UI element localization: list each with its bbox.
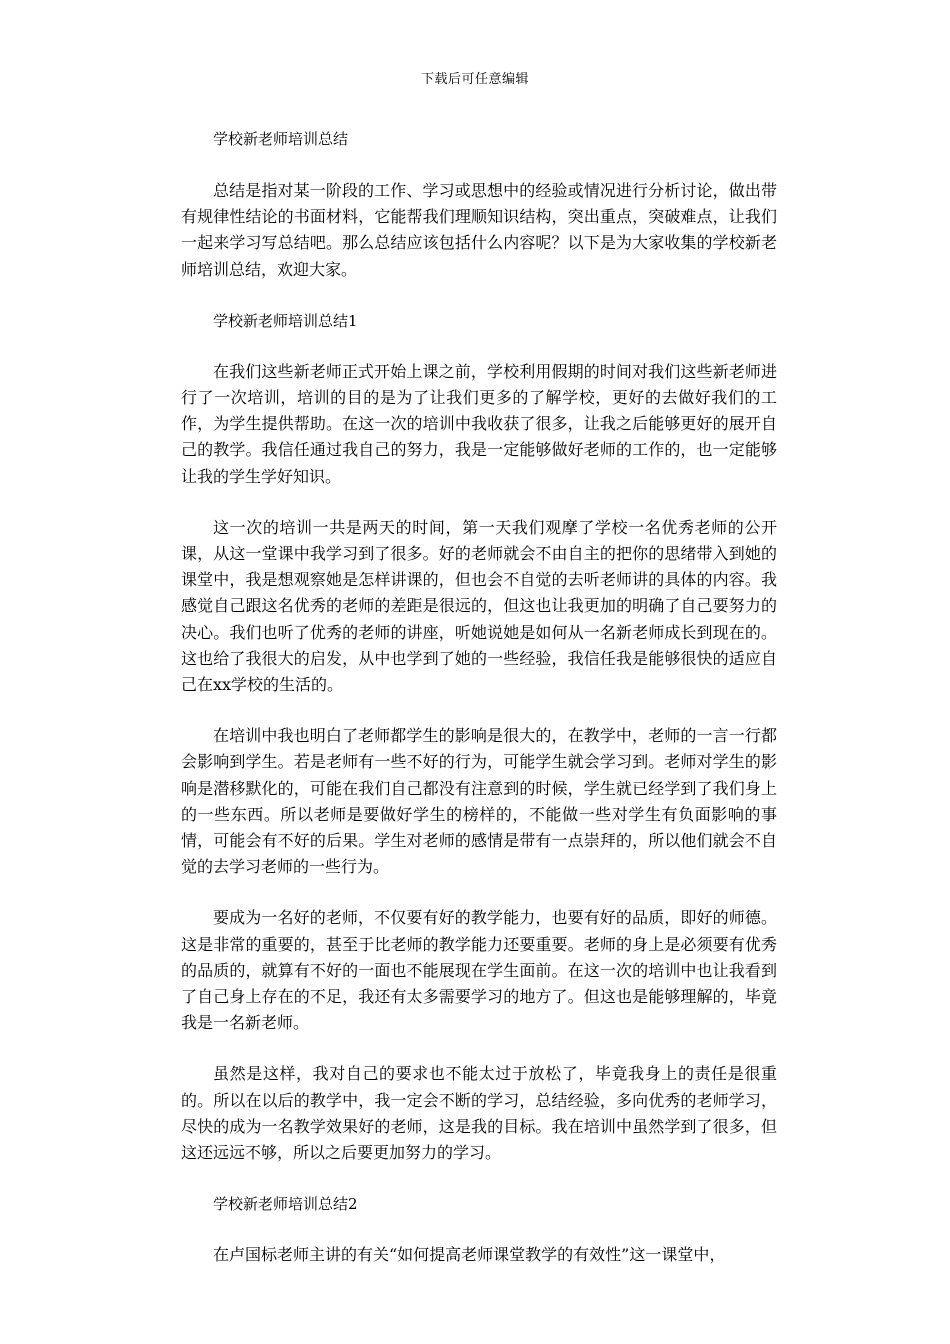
document-body — [181, 126, 777, 1294]
section-1-paragraph: 这一次的培训一共是两天的时间，第一天我们观摩了学校一名优秀老师的公开课，从这一堂课中我学习到了很多。好的老师就会不由自主的把你的思绪带入到她的课堂中，我是想观察她是怎样讲课的，但也会不自觉的去听老师讲的具体的内容。我感觉自己跟这名优秀的老师的差距是很远的，但这也让我更加的明确了自己要努力的决心。我们也听了优秀的老师的讲座，听她说她是如何从一名新老师成长到现在的。这也给了我很大的启发，从中也学到了她的一些经验，我信任我是能够很快的适应自己在xx学校的生活的。 — [181, 517, 777, 695]
section-1-paragraph: 要成为一名好的老师，不仅要有好的教学能力，也要有好的品质，即好的师德。这是非常的重要的，甚至于比老师的教学能力还要重要。老师的身上是必须要有优秀的品质的，就算有不好的一面也不能展现在学生面前。在这一次的培训中也让我看到了自己身上存在的不足，我还有太多需要学习的地方了。但这也是能够理解的，毕竟我是一名新老师。 — [181, 908, 777, 1033]
section-1-paragraph: 虽然是这样，我对自己的要求也不能太过于放松了，毕竟我身上的责任是很重的。所以在以后的教学中，我一定会不断的学习，总结经验，多向优秀的老师学习，尽快的成为一名教学效果好的老师，这是我的目标。我在培训中虽然学到了很多，但这还远远不够，所以之后要更加努力的学习。 — [181, 1064, 777, 1163]
section-1-title: 学校新老师培训总结1 — [213, 311, 358, 330]
header-note: 下载后可任意编辑 — [420, 72, 529, 87]
intro-paragraph: 总结是指对某一阶段的工作、学习或思想中的经验或情况进行分析讨论，做出带有规律性结论的书面材料，它能帮我们理顺知识结构，突出重点，突破难点，让我们一起来学习写总结吧。那么总结应该包括什么内容呢？以下是为大家收集的学校新老师培训总结，欢迎大家。 — [181, 181, 777, 279]
section-1-paragraph: 在培训中我也明白了老师都学生的影响是很大的，在教学中，老师的一言一行都会影响到学生。若是老师有一些不好的行为，可能学生就会学习到。老师对学生的影响是潜移默化的，可能在我们自己都没有注意到的时候，学生就已经学到了我们身上的一些东西。所以老师是要做好学生的榜样的，不能做一些对学生有负面影响的事情，可能会有不好的后果。学生对老师的感情是带有一点崇拜的，所以他们就会不自觉的去学习老师的一些行为。 — [181, 726, 777, 877]
section-2-paragraph: 在卢国标老师主讲的有关“如何提高老师课堂教学的有效性”这一课堂中， — [213, 1245, 726, 1265]
document-title: 学校新老师培训总结 — [213, 130, 349, 148]
section-2-title: 学校新老师培训总结2 — [213, 1195, 358, 1214]
section-1-paragraph: 在我们这些新老师正式开始上课之前，学校利用假期的时间对我们这些新老师进行了一次培训，培训的目的是为了让我们更多的了解学校，更好的去做好我们的工作，为学生提供帮助。在这一次的培训中我收获了很多，让我之后能够更好的展开自己的教学。我信任通过我自己的努力，我是一定能够做好老师的工作的，也一定能够让我的学生学好知识。 — [181, 361, 777, 486]
